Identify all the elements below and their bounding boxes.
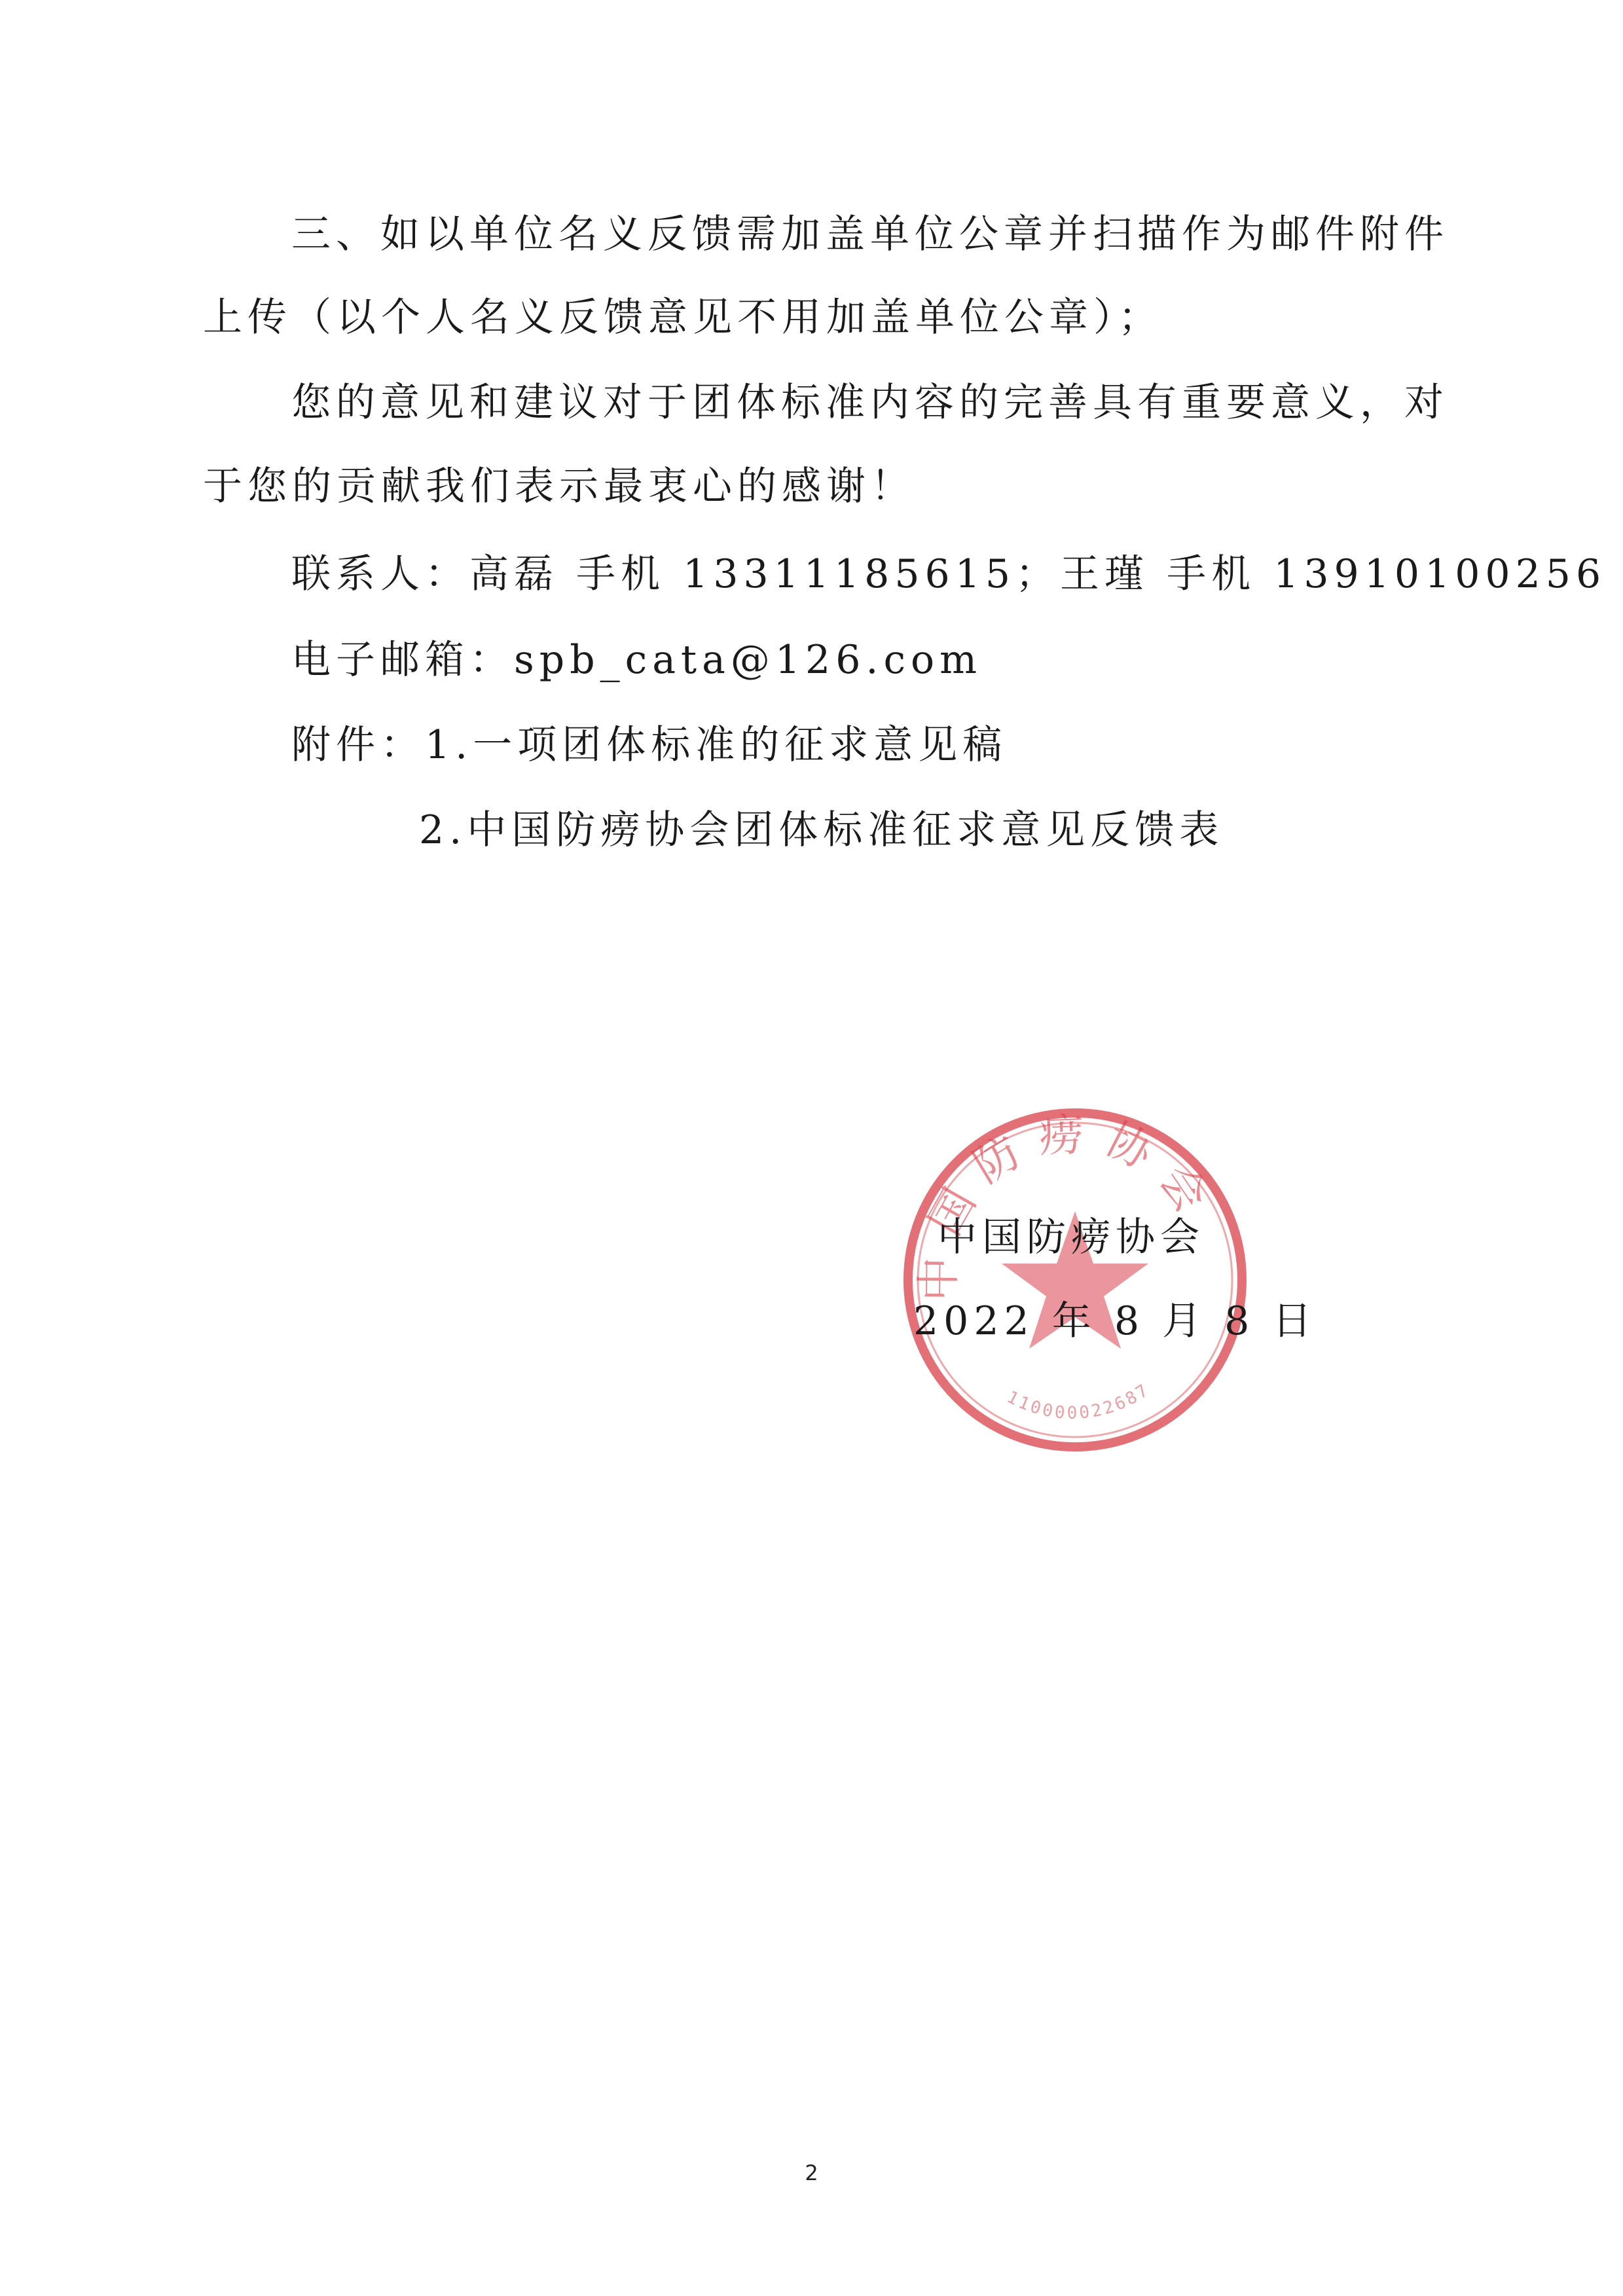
attachment-2-line: 2.中国防痨协会团体标准征求意见反馈表 [419, 807, 1224, 853]
signature-organization: 中国防痨协会 [938, 1214, 1205, 1260]
official-seal [898, 1103, 1252, 1457]
email-line: 电子邮箱：spb_cata@126.com [291, 637, 983, 683]
thanks-line-2: 于您的贡献我们表示最衷心的感谢！ [203, 464, 915, 509]
item-3-line-2: 上传（以个人名义反馈意见不用加盖单位公章）； [203, 295, 1163, 340]
signature-date: 2022 年 8 月 8 日 [913, 1298, 1317, 1344]
seal-code: 110000022687 [1003, 1379, 1154, 1423]
contacts-line: 联系人：高磊 手机 13311185615；王瑾 手机 13910100256 [291, 551, 1607, 597]
seal-text: 中国防痨协会 [913, 1108, 1227, 1302]
item-3-line-1: 三、如以单位名义反馈需加盖单位公章并扫描作为邮件附件 [291, 211, 1449, 257]
thanks-line-1: 您的意见和建议对于团体标准内容的完善具有重要意义，对 [291, 380, 1449, 426]
page-number: 2 [805, 2160, 818, 2185]
attachment-1-line: 附件：1.一项团体标准的征求意见稿 [291, 722, 1008, 768]
